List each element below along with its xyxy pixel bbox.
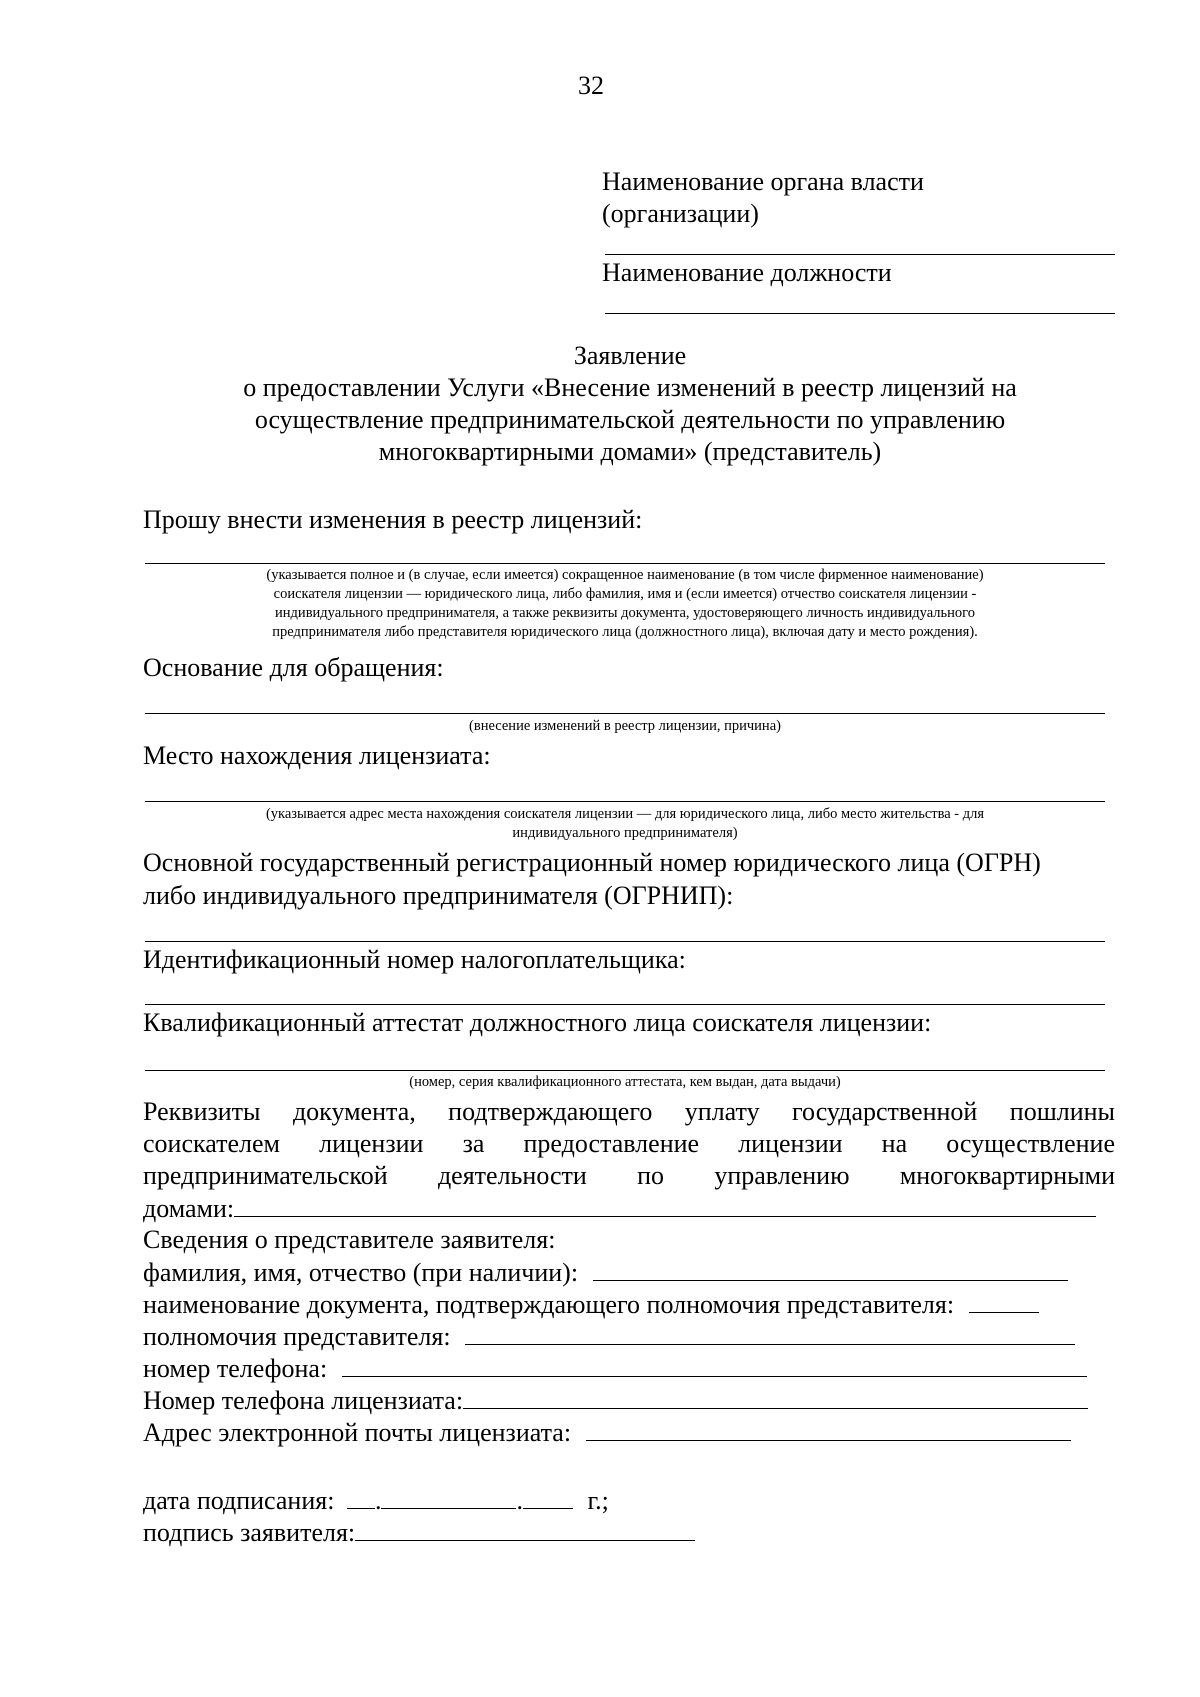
representative-doc-row xyxy=(143,1288,1039,1321)
location-hint-line1: (указывается адрес места нахождения соискателя лицензии — для юридического лица, либо место жительства - для xyxy=(265,806,985,822)
signing-year-suffix: г.; xyxy=(587,1486,609,1515)
representative-heading: Сведения о представителе заявителя: xyxy=(143,1225,556,1254)
signing-date-label: дата подписания: xyxy=(143,1486,335,1515)
fee-label-line4 xyxy=(143,1192,1096,1225)
position-name: Наименование должности xyxy=(602,258,892,287)
representative-doc-label: наименование документа, подтверждающего полномочия представителя: xyxy=(143,1290,955,1319)
fee-label-text: домами: xyxy=(143,1194,235,1223)
fee-label-line3: предпринимательской деятельности по управлению многоквартирными xyxy=(143,1161,1115,1190)
authority-name-line1: Наименование органа власти xyxy=(602,167,924,196)
licensee-phone-field[interactable] xyxy=(463,1384,1088,1409)
licensee-email-row xyxy=(143,1416,1071,1449)
signing-month-field[interactable] xyxy=(381,1484,516,1509)
basis-label: Основание для обращения: xyxy=(143,653,444,682)
fee-field[interactable] xyxy=(234,1192,1096,1217)
representative-phone-row xyxy=(143,1352,1087,1385)
document-title-line3: осуществление предпринимательской деятельности по управлению xyxy=(254,405,1006,434)
request-field[interactable] xyxy=(145,563,1105,564)
signature-field[interactable] xyxy=(355,1516,695,1541)
signing-date-dot: . xyxy=(374,1486,382,1515)
licensee-email-field[interactable] xyxy=(586,1416,1071,1441)
basis-field[interactable] xyxy=(145,713,1105,714)
fee-label-line2: соискателем лицензии за предоставление лицензии на осуществление xyxy=(143,1129,1115,1158)
inn-label: Идентификационный номер налогоплательщика: xyxy=(143,945,686,974)
position-name-field[interactable] xyxy=(605,313,1115,314)
request-hint-line4: предпринимателя либо представителя юридического лица (должностного лица), включая дату и место рождения). xyxy=(272,624,978,640)
document-title-line4: многоквартирными домами» (представитель) xyxy=(378,437,882,466)
representative-fio-label: фамилия, имя, отчество (при наличии): xyxy=(143,1258,579,1287)
authority-name-field[interactable] xyxy=(605,254,1115,255)
signature-row xyxy=(143,1516,695,1549)
licensee-phone-label: Номер телефона лицензиата: xyxy=(143,1386,464,1415)
ogrn-label-line2: либо индивидуального предпринимателя (ОГРНИП): xyxy=(143,881,734,910)
request-hint-line1: (указывается полное и (в случае, если имеется) сокращенное наименование (в том числе фирменное наименование) xyxy=(266,567,984,583)
representative-powers-label: полномочия представителя: xyxy=(143,1322,451,1351)
licensee-phone-row xyxy=(143,1384,1088,1417)
ogrn-label-line1: Основной государственный регистрационный номер юридического лица (ОГРН) xyxy=(143,848,1041,877)
basis-hint: (внесение изменений в реестр лицензии, причина) xyxy=(469,718,781,734)
document-title-line2: о предоставлении Услуги «Внесение изменений в реестр лицензий на xyxy=(243,373,1017,402)
representative-fio-field[interactable] xyxy=(593,1256,1068,1281)
representative-phone-label: номер телефона: xyxy=(143,1354,328,1383)
location-label: Место нахождения лицензиата: xyxy=(143,741,491,770)
fee-label-line1: Реквизиты документа, подтверждающего уплату государственной пошлины xyxy=(143,1097,1115,1126)
document-title: Заявление xyxy=(573,341,687,370)
attestat-label: Квалификационный аттестат должностного лица соискателя лицензии: xyxy=(143,1008,932,1037)
representative-phone-field[interactable] xyxy=(342,1352,1087,1377)
representative-powers-field[interactable] xyxy=(465,1320,1075,1345)
request-label: Прошу внести изменения в реестр лицензий: xyxy=(143,505,643,534)
attestat-hint: (номер, серия квалификационного аттестата, кем выдан, дата выдачи) xyxy=(409,1074,841,1090)
representative-doc-field[interactable] xyxy=(969,1288,1039,1313)
representative-fio-row xyxy=(143,1256,1068,1289)
signing-date-dot: . xyxy=(516,1486,523,1515)
licensee-email-label: Адрес электронной почты лицензиата: xyxy=(143,1418,572,1447)
inn-field[interactable] xyxy=(145,1004,1105,1005)
signing-year-field[interactable] xyxy=(523,1484,573,1509)
request-hint-line3: индивидуального предпринимателя, а также реквизиты документа, удостоверяющего личность индивидуального xyxy=(275,605,975,621)
location-field[interactable] xyxy=(145,801,1105,802)
representative-powers-row xyxy=(143,1320,1075,1353)
page-number: 32 xyxy=(578,71,604,100)
authority-name-line2: (организации) xyxy=(602,199,759,228)
location-hint-line2: индивидуального предпринимателя) xyxy=(512,825,738,841)
signing-day-field[interactable] xyxy=(347,1484,375,1509)
attestat-field[interactable] xyxy=(145,1070,1105,1071)
ogrn-field[interactable] xyxy=(145,941,1105,942)
signing-date-row xyxy=(143,1484,609,1517)
signature-label: подпись заявителя: xyxy=(143,1518,356,1547)
request-hint-line2: соискателя лицензии — юридического лица, либо фамилия, имя и (если имеется) отчество соискателя лицензии - xyxy=(273,586,977,602)
